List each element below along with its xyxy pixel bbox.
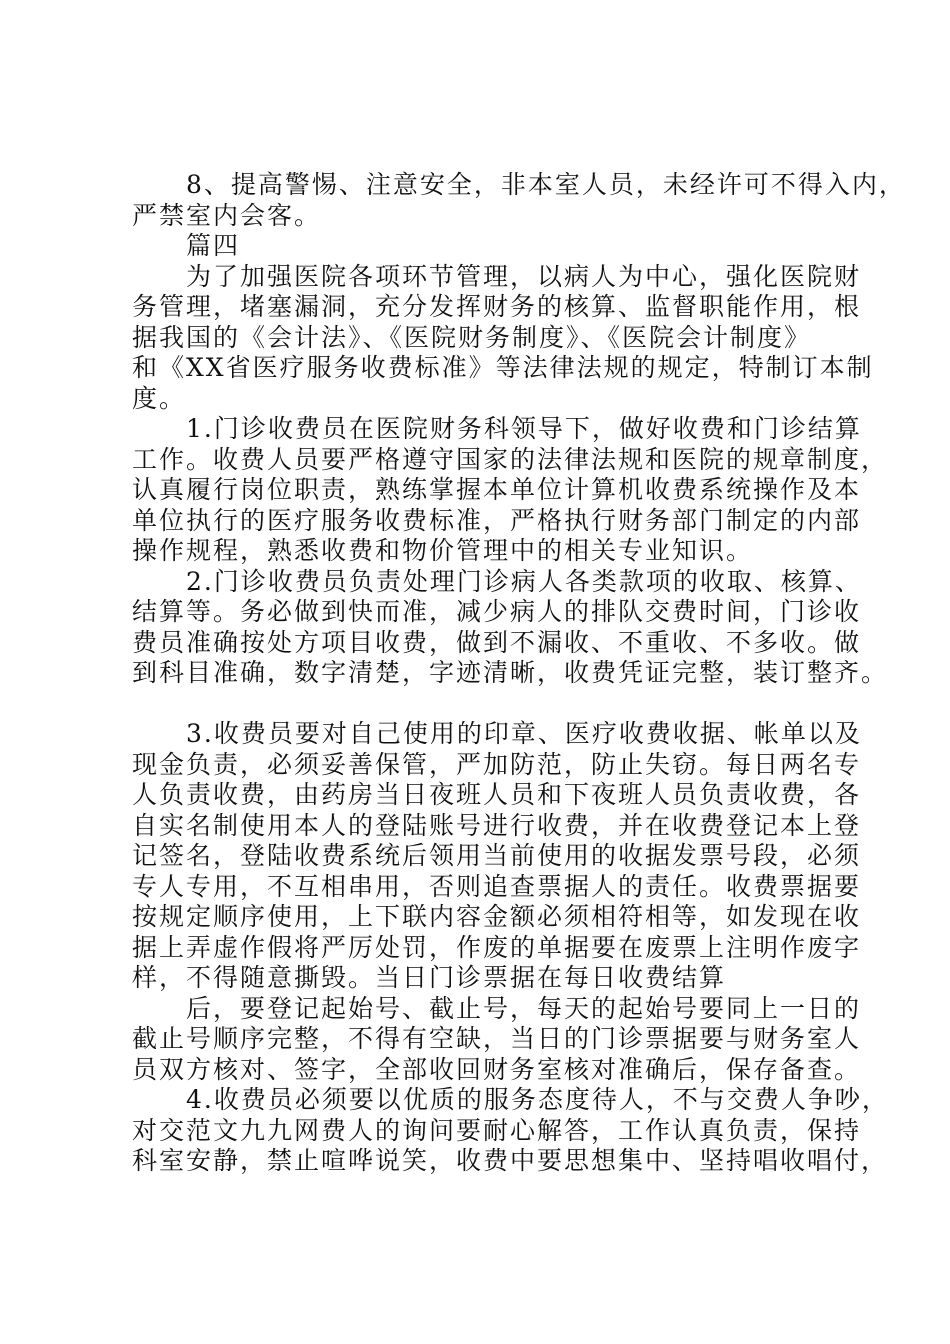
text-line: 严禁室内会客。: [132, 200, 322, 230]
text-line: 员双方核对、签字，全部收回财务室核对准确后，保存备查。: [132, 1054, 862, 1084]
text-line: 对交范文九九网费人的询问要耐心解答，工作认真负责，保持: [132, 1115, 862, 1145]
text-line: 认真履行岗位职责，熟练掌握本单位计算机收费系统操作及本: [132, 475, 862, 504]
document-body: [132, 170, 906, 1177]
text-line: 自实名制使用本人的登陆账号进行收费，并在收费登记本上登: [132, 810, 862, 840]
text-line: 度。: [132, 383, 187, 413]
text-line: 费员准确按处方项目收费，做到不漏收、不重收、不多收。做: [132, 627, 862, 657]
text-line: 专人专用，不互相串用，否则追查票据人的责任。收费票据要: [132, 871, 862, 901]
text-line: 务管理，堵塞漏洞，充分发挥财务的核算、监督职能作用，根: [132, 292, 862, 321]
text-line: 据我国的《会计法》、《医院财务制度》、《医院会计制度》: [132, 322, 812, 352]
text-line: 操作规程，熟悉收费和物价管理中的相关专业知识。: [132, 536, 754, 565]
text-line: 截止号顺序完整，不得有空缺，当日的门诊票据要与财务室人: [132, 1024, 862, 1053]
text-line: 科室安静，禁止喧哗说笑，收费中要思想集中、坚持唱收唱付，: [132, 1146, 889, 1175]
text-line: 按规定顺序使用，上下联内容金额必须相符相等，如发现在收: [132, 902, 862, 931]
text-line: 8、提高警惕、注意安全，非本室人员，未经许可不得入内，: [132, 170, 906, 199]
text-line: 据上弄虚作假将严厉处罚，作废的单据要在废票上注明作废字: [132, 932, 862, 962]
blank-line: [132, 689, 854, 720]
section-heading: 篇四: [132, 231, 241, 260]
text-line: 单位执行的医疗服务收费标准，严格执行财务部门制定的内部: [132, 505, 862, 535]
text-line: 1.门诊收费员在医院财务科领导下，做好收费和门诊结算: [132, 414, 862, 443]
text-line: 2.门诊收费员负责处理门诊病人各类款项的收取、核算、: [132, 566, 862, 596]
text-line: 为了加强医院各项环节管理，以病人为中心，强化医院财: [132, 261, 862, 291]
text-line: 现金负责，必须妥善保管，严加防范，防止失窃。每日两名专: [132, 749, 862, 779]
text-line: 工作。收费人员要严格遵守国家的法律法规和医院的规章制度，: [132, 444, 889, 474]
text-line: 记签名，登陆收费系统后领用当前使用的收据发票号段，必须: [132, 841, 862, 870]
text-line: 到科目准确，数字清楚，字迹清晰，收费凭证完整，装订整齐。: [132, 658, 889, 687]
text-line: 和《XX省医疗服务收费标准》等法律法规的规定，特制订本制: [132, 353, 874, 382]
text-line: 4.收费员必须要以优质的服务态度待人，不与交费人争吵，: [132, 1085, 889, 1114]
text-line: 结算等。务必做到快而准，减少病人的排队交费时间，门诊收: [132, 597, 862, 626]
text-line: 3.收费员要对自己使用的印章、医疗收费收据、帐单以及: [132, 719, 862, 748]
text-line: 样，不得随意撕毁。当日门诊票据在每日收费结算: [132, 963, 727, 992]
text-line: 后，要登记起始号、截止号，每天的起始号要同上一日的: [132, 993, 862, 1023]
text-line: 人负责收费，由药房当日夜班人员和下夜班人员负责收费，各: [132, 780, 862, 809]
